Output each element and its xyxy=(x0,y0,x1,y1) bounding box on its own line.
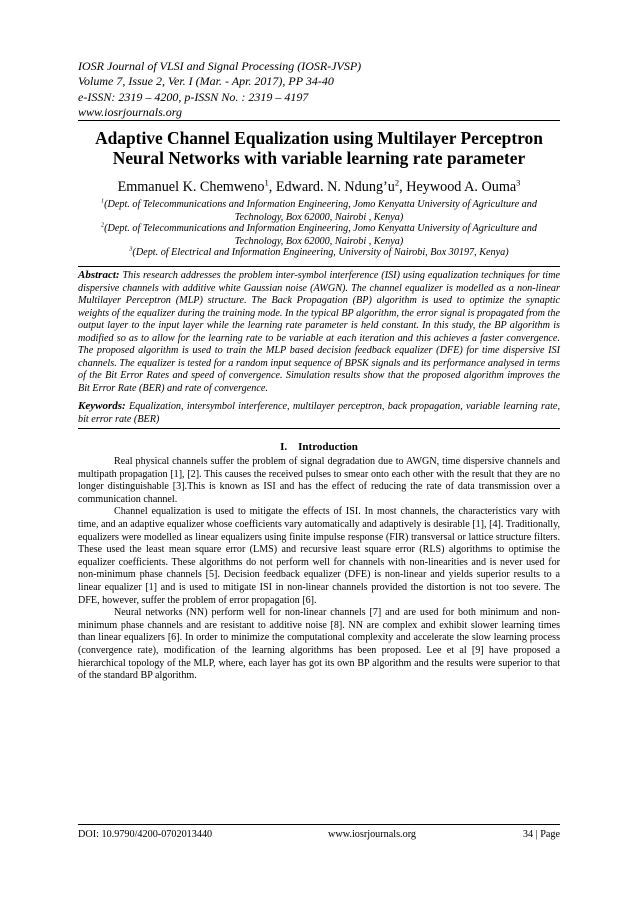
body-text xyxy=(78,456,560,683)
affiliation-1-text: (Dept. of Telecommunications and Information Engineering, Jomo Kenyatta University of Agriculture and Technology, Box 62000, Nairobi , Kenya) xyxy=(104,199,537,223)
abstract-rule-bottom xyxy=(78,428,560,429)
section-heading: I. Introduction xyxy=(280,441,358,453)
footer-url: www.iosrjournals.org xyxy=(328,829,417,840)
author-2-sup: 2 xyxy=(394,177,400,188)
author-1: Emmanuel K. Chemweno xyxy=(117,179,265,195)
journal-name: IOSR Journal of VLSI and Signal Processing (IOSR-JVSP) xyxy=(78,59,362,73)
page-footer xyxy=(78,824,560,843)
author-separator: , xyxy=(399,179,407,195)
paragraph: Channel equalization is used to mitigate the effects of ISI. In most channels, the characteristics vary with time, and an adaptive equalizer whose coefficients vary automatically and adaptively is desirable [1], [4]. Traditionally, equalizers were modelled as linear equalizers using finite impulse response (FIR) transversal or lattice structure filters. These used the least mean square error (LMS) and recursive least square error (RLS) algorithms to optimise the equalizer coefficients. These algorithms do not perform well for channels with non-linearities and is never used for non-minimum phase channels [5]. Decision feedback equalizer (DFE) is non-linear and yields superior results to a linear equalizer [1] and is used to mitigate ISI in non-linear channels provided the distortion is not too severe. The DFE, however, suffer the problem of error propagation [6]. xyxy=(78,506,560,606)
abstract-text: This research addresses the problem inter-symbol interference (ISI) using equalization techniques for time dispersive channels with additive white Gaussian noise (AWGN). The channel equalizer is modelled as a non-linear Multilayer Perceptron (MLP) structure. The Back Propagation (BP) algorithm is used to optimize the synaptic weights of the equalizer during the training mode. In the typical BP algorithm, the error signal is propagated from the output layer to the input layer while the learning rate parameter is held constant. In this study, the BP algorithm is modified so as to allow for the learning rate to be variable at each iteration and this achieves a faster convergence. The proposed algorithm is used to train the MLP based decision feedback equalizer (DFE) for time dispersive ISI channels. The equalizer is tested for a random input sequence of BPSK signals and its performance analysed in terms of the Bit Error Rates and speed of convergence. Simulation results show that the proposed algorithm improves the Bit Error Rate (BER) and rate of convergence. xyxy=(78,270,560,394)
affiliation-3-text: (Dept. of Electrical and Information Engineering, University of Nairobi, Box 30197, Kenya) xyxy=(132,247,509,258)
author-1-sup: 1 xyxy=(264,177,269,188)
header-rule xyxy=(78,120,560,121)
author-separator: , xyxy=(268,179,276,195)
affiliation-3 xyxy=(78,246,560,259)
paper-title xyxy=(78,128,560,168)
abstract-label: Abstract: xyxy=(78,269,120,281)
affiliation-2-sup: 2 xyxy=(101,222,105,229)
keywords xyxy=(78,400,560,426)
journal-header xyxy=(78,59,578,120)
affiliation-1-sup: 1 xyxy=(101,198,105,205)
footer-page-number: 34 | Page xyxy=(522,829,560,840)
abstract xyxy=(78,269,560,395)
title-line-2: Neural Networks with variable learning rate parameter xyxy=(112,148,526,168)
author-3-sup: 3 xyxy=(516,177,521,188)
paragraph: Real physical channels suffer the problem of signal degradation due to AWGN, time dispersive channels and multipath propagation [1], [2]. This causes the received pulses to smear onto each other with the result that they are no longer distinguishable [3].This is known as ISI and has the effect of reducing the rate of data transmission over a communication channel. xyxy=(78,456,560,505)
affiliation-3-sup: 3 xyxy=(129,246,133,253)
author-3: Heywood A. Ouma xyxy=(406,179,517,195)
title-line-1: Adaptive Channel Equalization using Multilayer Perceptron xyxy=(95,128,543,148)
keywords-label: Keywords: xyxy=(78,400,126,412)
keywords-text: Equalization, intersymbol interference, multilayer perceptron, back propagation, variable learning rate, bit error rate (BER) xyxy=(78,401,560,425)
footer-doi: DOI: 10.9790/4200-0702013440 xyxy=(78,829,213,840)
journal-volume: Volume 7, Issue 2, Ver. I (Mar. - Apr. 2017), PP 34-40 xyxy=(78,74,334,89)
author-2: Edward. N. Ndung’u xyxy=(275,179,395,195)
paragraph: Neural networks (NN) perform well for non-linear channels [7] and are used for both minimum and non-minimum phase channels and are resistant to additive noise [8]. NN are complex and exhibit slower learning times than linear equalizers [6]. In order to minimize the computational complexity and accelerate the slow learning process (convergence rate), modification of the learning algorithms has been proposed. Lee et al [9] have proposed a hierarchical topology of the MLP, where, each layer has got its own BP algorithm and the results were superior to that of the standard BP algorithm. xyxy=(78,607,560,682)
abstract-rule-top xyxy=(78,266,560,267)
journal-issn: e-ISSN: 2319 – 4200, p-ISSN No. : 2319 – 4197 xyxy=(78,89,309,104)
affiliation-2 xyxy=(78,222,560,248)
author-list xyxy=(78,178,560,196)
affiliation-2-text: (Dept. of Telecommunications and Information Engineering, Jomo Kenyatta University of Agriculture and Technology, Box 62000, Nairobi , Kenya) xyxy=(104,223,537,247)
journal-url: www.iosrjournals.org xyxy=(78,104,183,119)
affiliation-1 xyxy=(78,198,560,224)
